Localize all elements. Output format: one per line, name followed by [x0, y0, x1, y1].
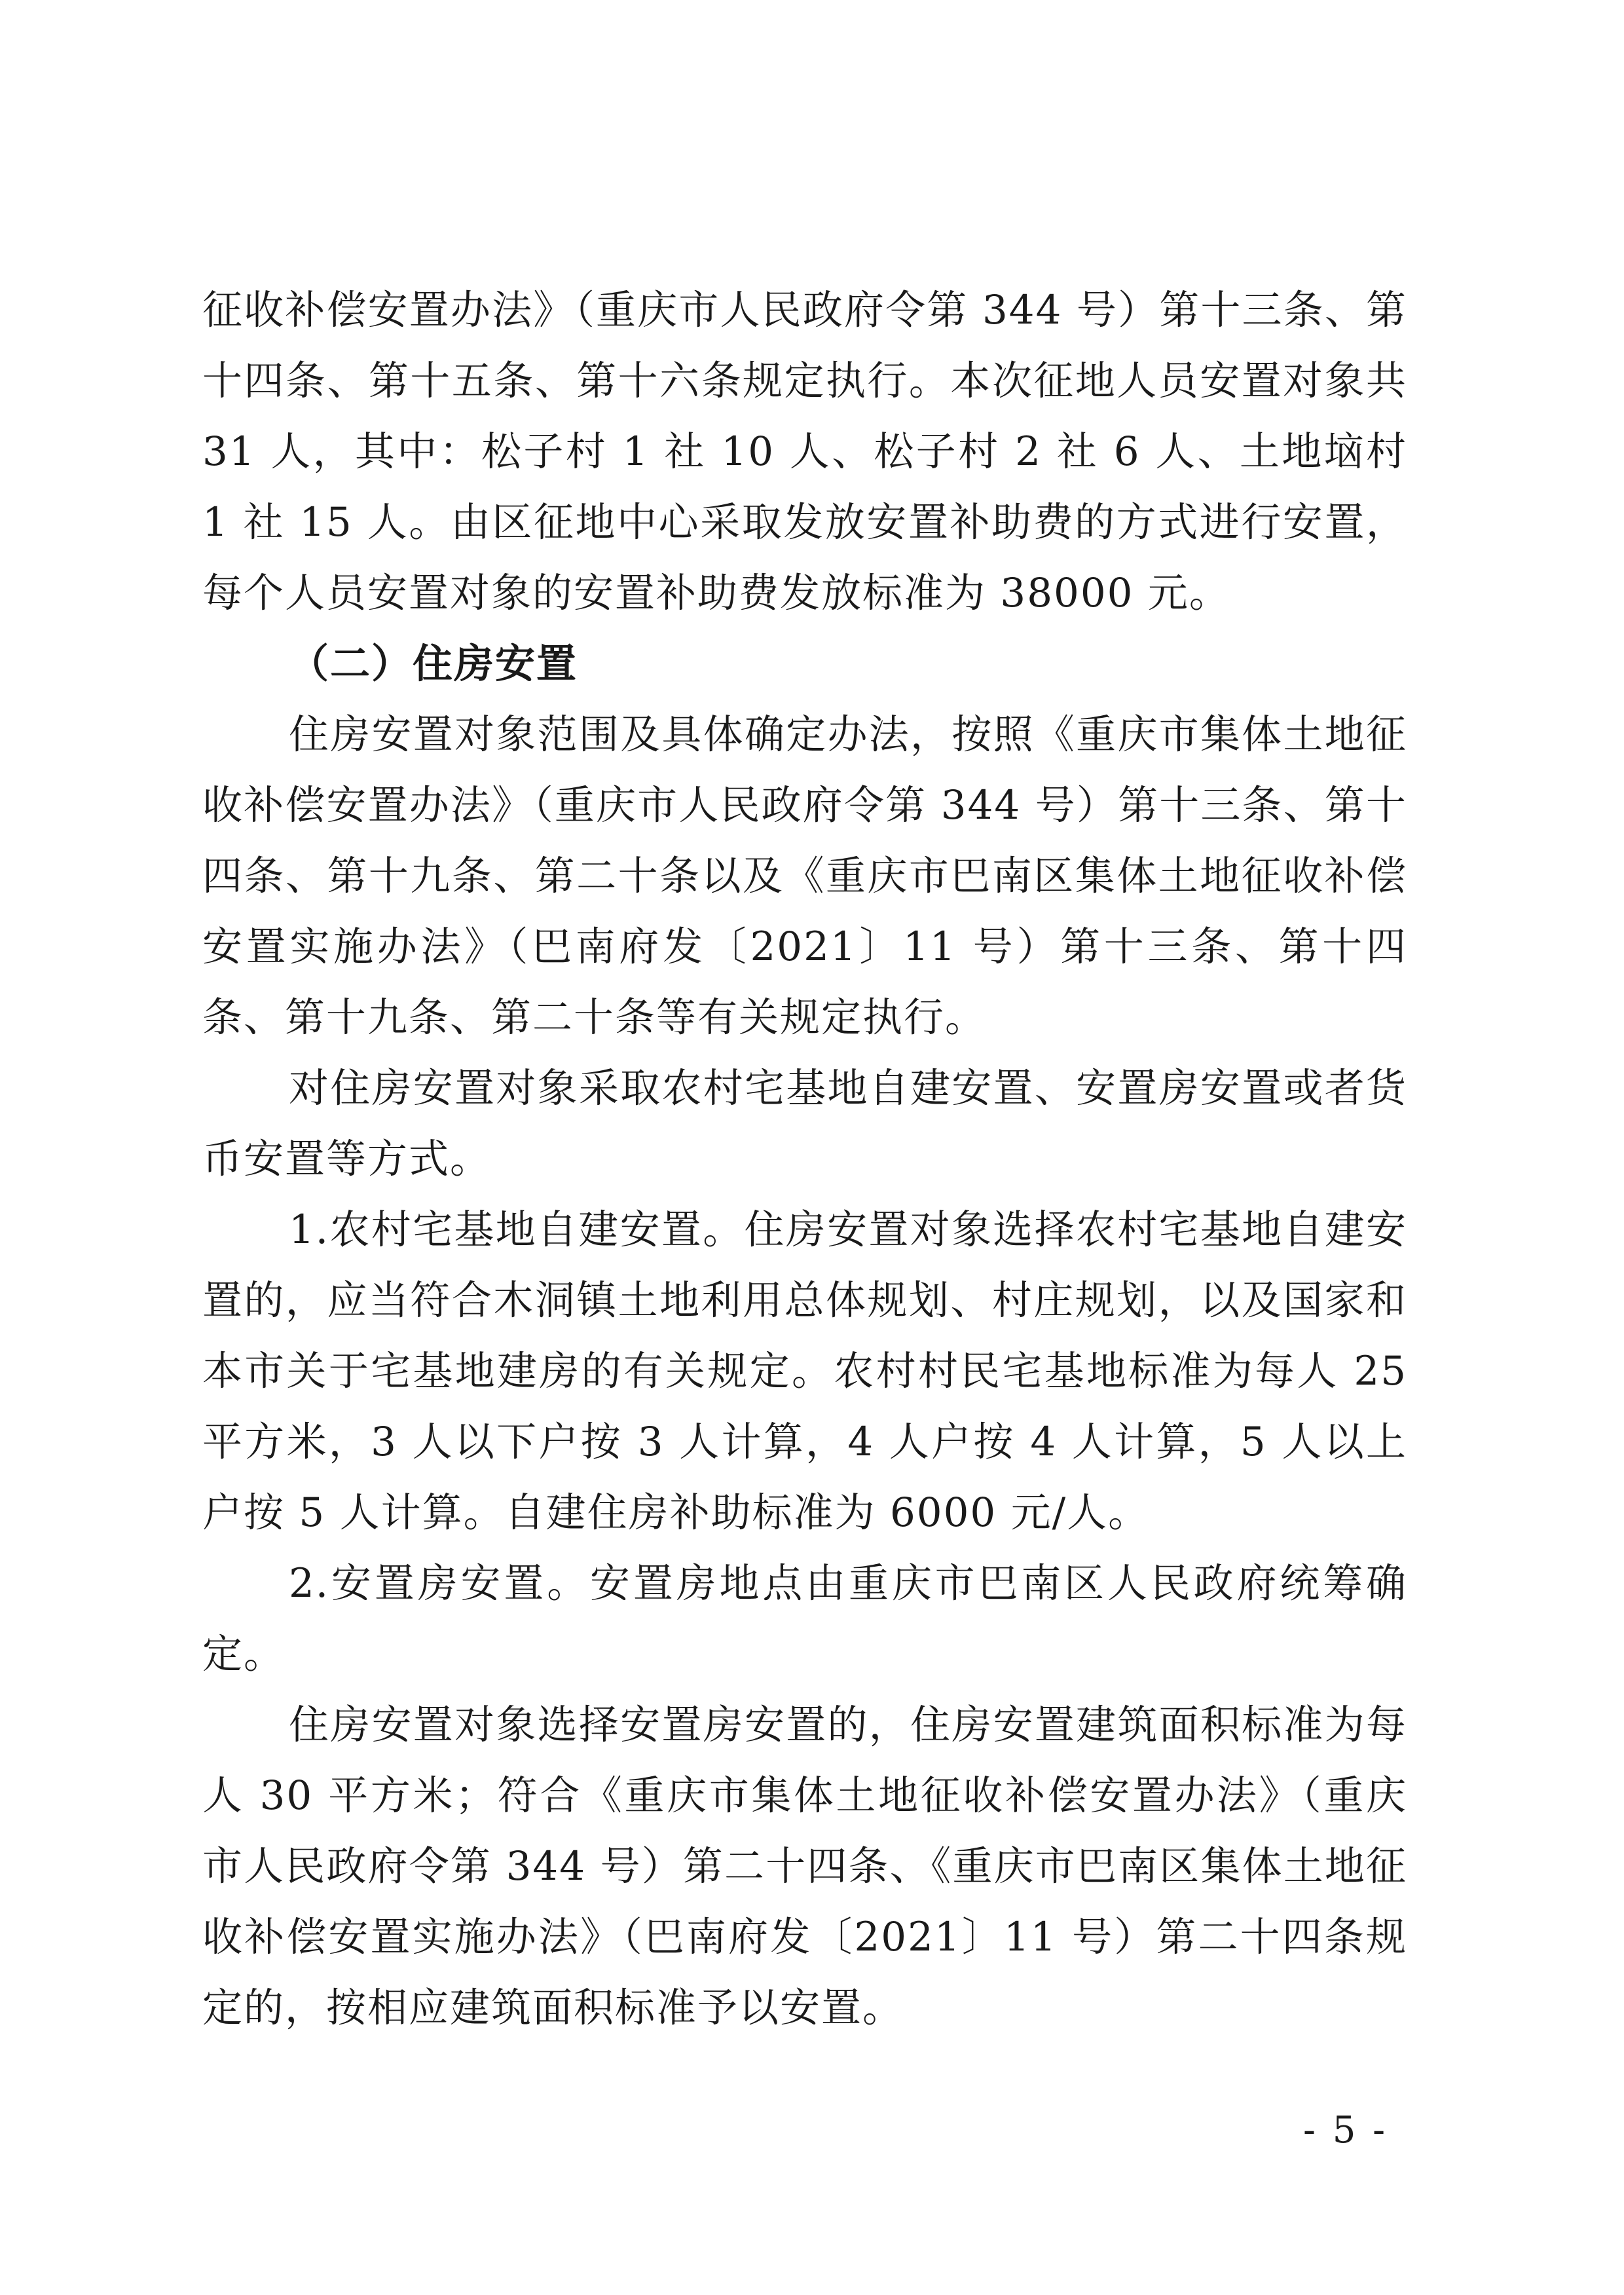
paragraph-self-build: 1.农村宅基地自建安置。住房安置对象选择农村宅基地自建安置的，应当符合木洞镇土地利用总体规划、村庄规划，以及国家和本市关于宅基地建房的有关规定。农村村民宅基地标准为每人 25 平方米，3 人以下户按 3 人计算，4 人户按 4 人计算，5 人以上户按 5 人计算。自建住房补助标准为 6000 元/人。: [202, 1206, 1407, 1536]
paragraph-resettlement-area: 住房安置对象选择安置房安置的，住房安置建筑面积标准为每人 30 平方米；符合《重庆市集体土地征收补偿安置办法》（重庆市人民政府令第 344 号）第二十四条、《重庆市巴南区集体土地征收补偿安置实施办法》（巴南府发〔2021〕11 号）第二十四条规定的，按相应建筑面积标准予以安置。: [202, 1702, 1407, 2031]
page-number: - 5 -: [1303, 2109, 1388, 2152]
paragraph-resettlement-housing: 2.安置房安置。安置房地点由重庆市巴南区人民政府统筹确定。: [202, 1560, 1407, 1677]
paragraph-housing-methods: 对住房安置对象采取农村宅基地自建安置、安置房安置或者货币安置等方式。: [202, 1065, 1407, 1182]
paragraph-housing-scope: 住房安置对象范围及具体确定办法，按照《重庆市集体土地征收补偿安置办法》（重庆市人民政府令第 344 号）第十三条、第十四条、第十九条、第二十条以及《重庆市巴南区集体土地征收补偿安置实施办法》（巴南府发〔2021〕11 号）第十三条、第十四条、第十九条、第二十条等有关规定执行。: [202, 711, 1407, 1041]
section-heading-housing: （二）住房安置: [289, 641, 578, 687]
document-body: [202, 275, 1407, 2043]
paragraph-continuation: 征收补偿安置办法》（重庆市人民政府令第 344 号）第十三条、第十四条、第十五条、第十六条规定执行。本次征地人员安置对象共 31 人，其中：松子村 1 社 10 人、松子村 2 社 6 人、土地垴村 1 社 15 人。由区征地中心采取发放安置补助费的方式进行安置，每个人员安置对象的安置补助费发放标准为 38000 元。: [202, 287, 1407, 616]
